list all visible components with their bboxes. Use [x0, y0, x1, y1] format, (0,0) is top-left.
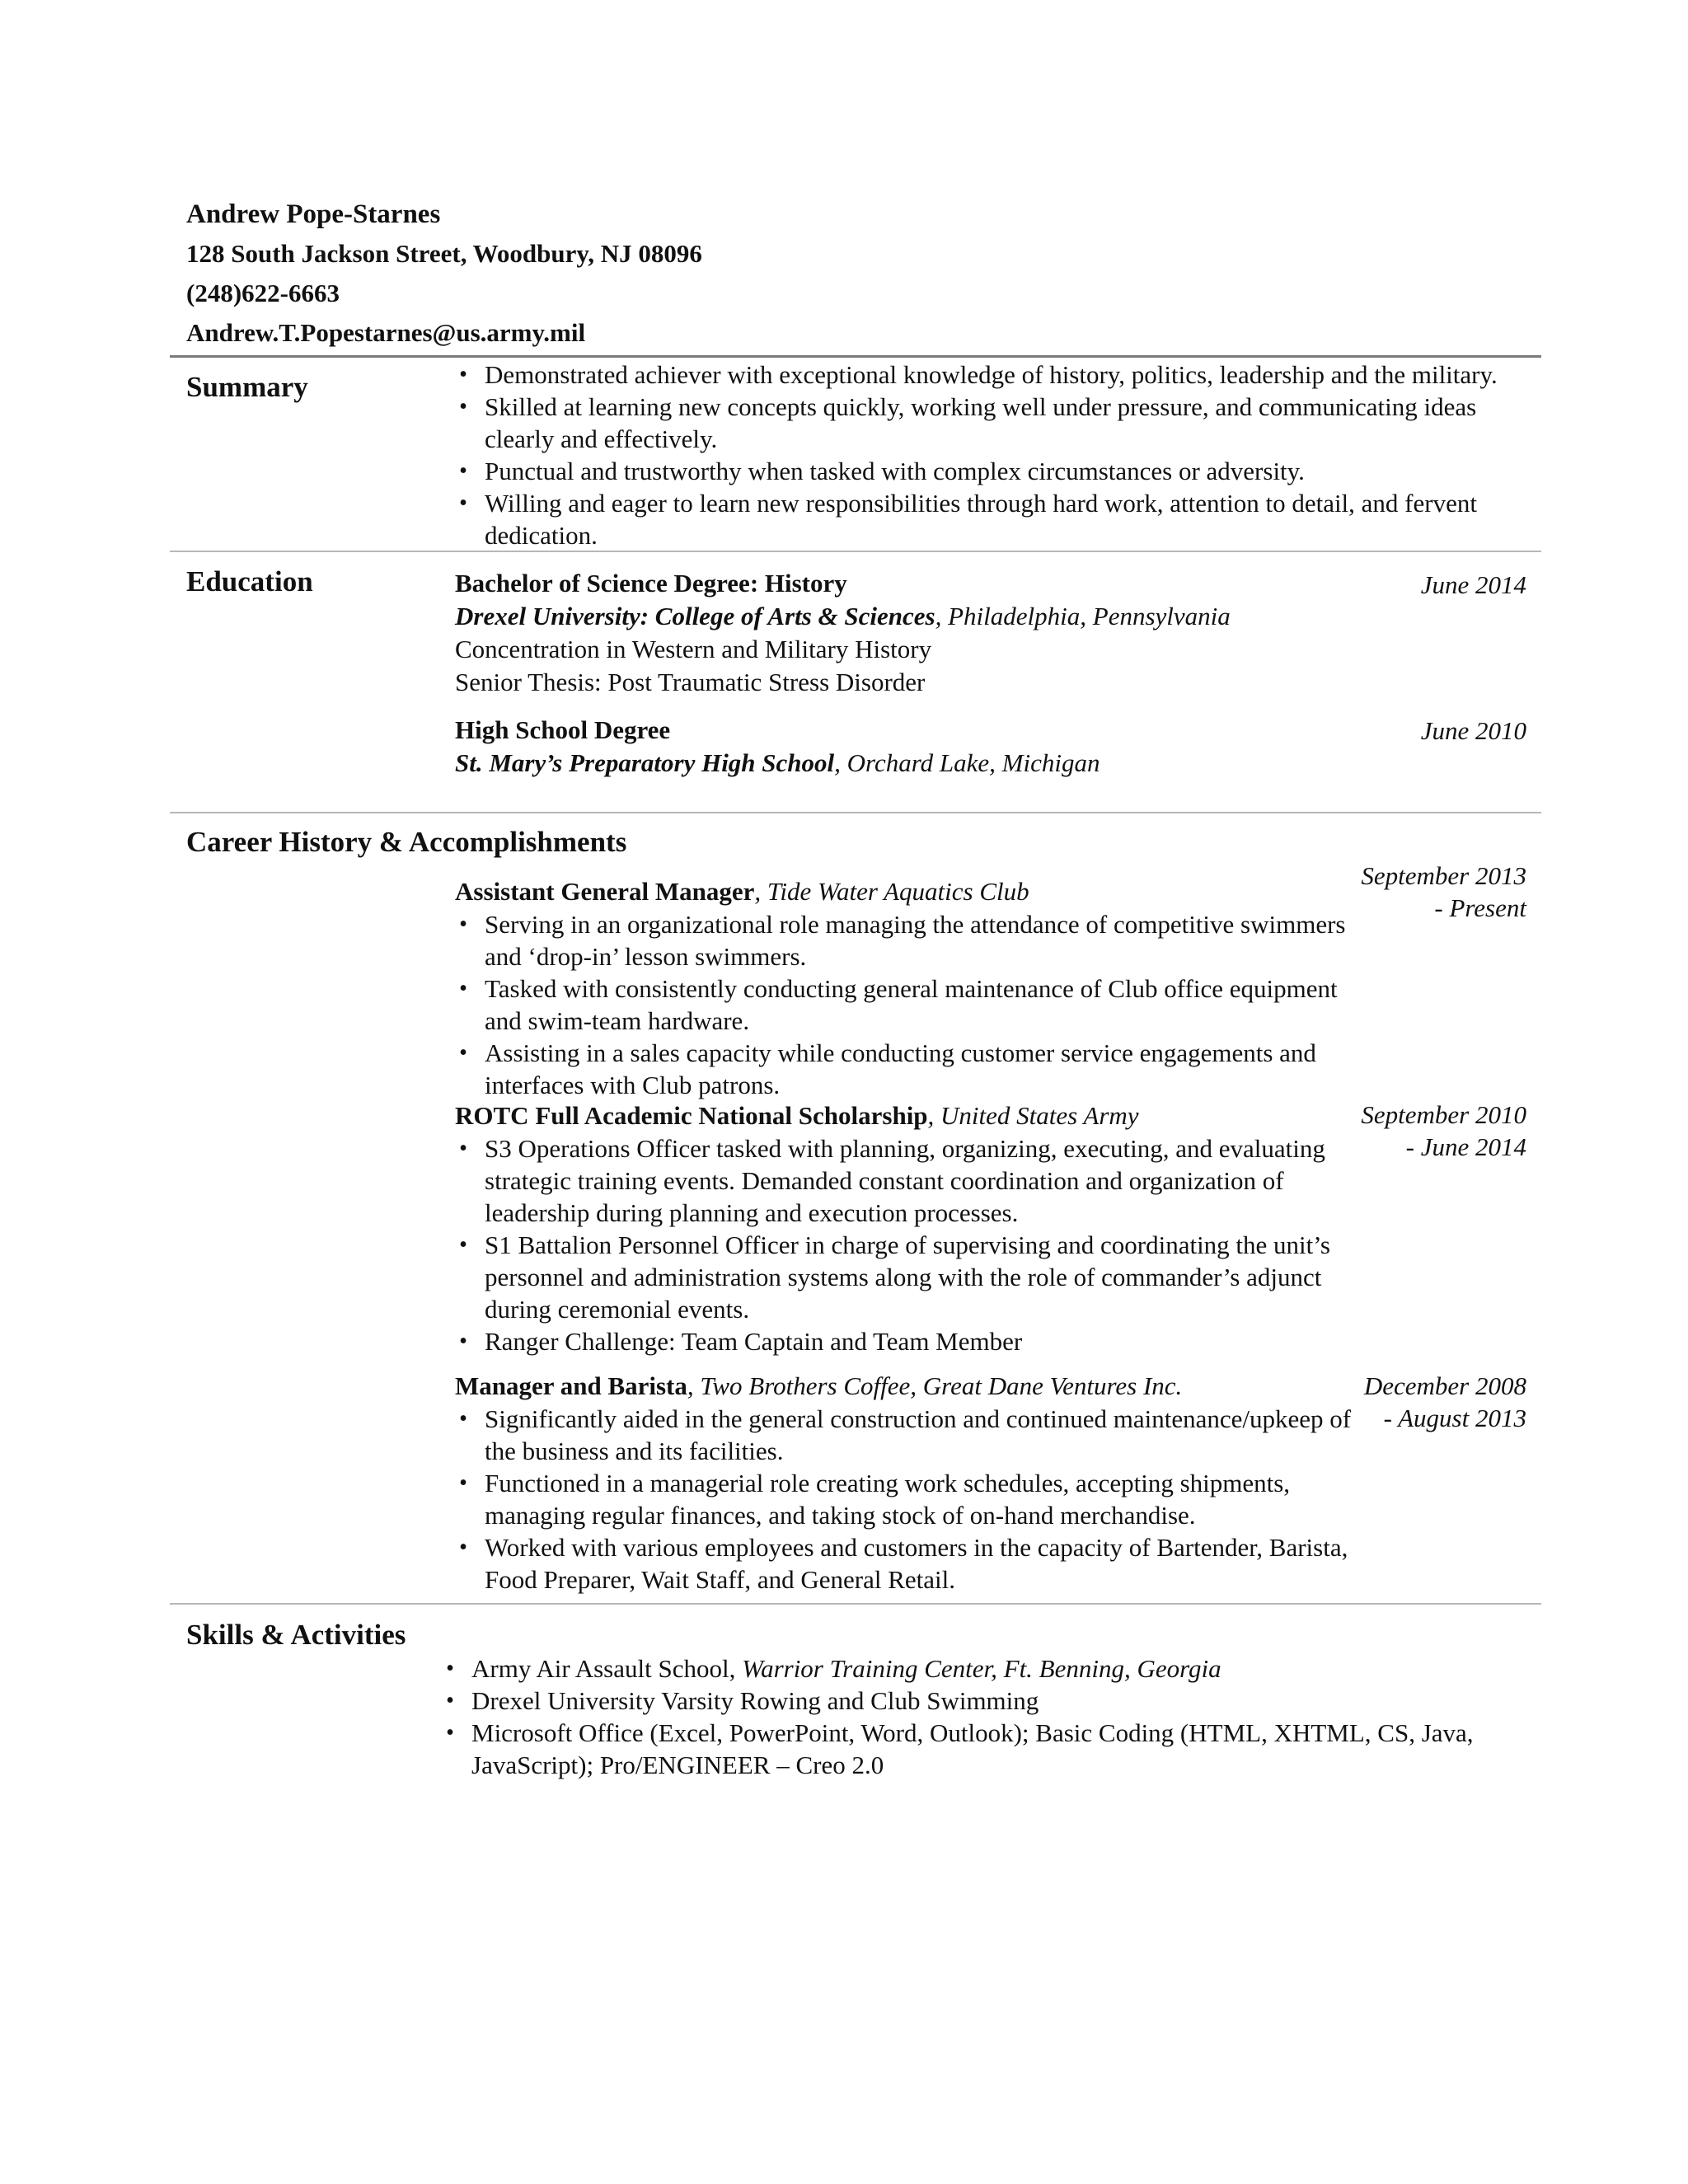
- degree-title: Bachelor of Science Degree: History: [455, 569, 847, 598]
- section-title-skills: Skills & Activities: [186, 1619, 406, 1651]
- bullet-icon: •: [459, 490, 467, 516]
- list-item: • Skilled at learning new concepts quickly, working well under pressure, and communicating ideas clearly and effectively.: [455, 391, 1551, 455]
- job-title: Manager and Barista, Two Brothers Coffee, Great Dane Ventures Inc.: [455, 1371, 1183, 1400]
- list-item: • Willing and eager to learn new responsibilities through hard work, attention to detail, and fervent dedication.: [455, 487, 1551, 551]
- job-title: Assistant General Manager, Tide Water Aquatics Club: [455, 877, 1029, 906]
- list-item: • Drexel University Varsity Rowing and Club Swimming: [442, 1685, 1530, 1717]
- school-line: Drexel University: College of Arts & Sciences, Philadelphia, Pennsylvania: [455, 602, 1231, 630]
- email: Andrew.T.Popestarnes@us.army.mil: [186, 318, 586, 347]
- section-title-education: Education: [186, 565, 313, 598]
- education-entry: [455, 567, 1526, 699]
- education-detail: Senior Thesis: Post Traumatic Stress Disorder: [455, 668, 926, 696]
- contact-header: [186, 194, 1538, 353]
- section-divider: [170, 551, 1541, 552]
- bullet-icon: •: [446, 1720, 454, 1746]
- section-title-summary: Summary: [186, 371, 308, 403]
- list-item: • Demonstrated achiever with exceptional knowledge of history, politics, leadership and the military.: [455, 359, 1551, 391]
- list-item: • Punctual and trustworthy when tasked with complex circumstances or adversity.: [455, 455, 1551, 487]
- career-date: September 2013 - Present: [1361, 861, 1526, 922]
- list-item: • S3 Operations Officer tasked with planning, organizing, executing, and evaluating strategic training events. Demanded constant coordination and organization of leadership during planning and execution processes.: [455, 1132, 1362, 1229]
- bullet-icon: •: [459, 1329, 467, 1354]
- list-item: • Significantly aided in the general construction and continued maintenance/upkeep of the business and its facilities.: [455, 1403, 1362, 1467]
- bullet-icon: •: [459, 1040, 467, 1066]
- list-item: • Worked with various employees and customers in the capacity of Bartender, Barista, Food Preparer, Wait Staff, and General Retail.: [455, 1531, 1362, 1596]
- bullet-icon: •: [459, 976, 467, 1001]
- summary-list: [455, 359, 1551, 551]
- job-title: ROTC Full Academic National Scholarship, United States Army: [455, 1101, 1139, 1130]
- career-entry: [455, 875, 1362, 1101]
- bullet-icon: •: [459, 458, 467, 484]
- list-item: • Microsoft Office (Excel, PowerPoint, Word, Outlook); Basic Coding (HTML, XHTML, CS, Java, JavaScript); Pro/ENGINEER – Creo 2.0: [442, 1717, 1530, 1781]
- header-divider: [170, 355, 1541, 358]
- bullet-icon: •: [459, 1470, 467, 1496]
- education-date: June 2014: [1420, 570, 1526, 599]
- list-item: • Army Air Assault School, Warrior Training Center, Ft. Benning, Georgia: [442, 1652, 1530, 1685]
- bullet-icon: •: [459, 1535, 467, 1560]
- skills-list: [442, 1652, 1530, 1781]
- bullet-icon: •: [459, 362, 467, 387]
- bullet-icon: •: [459, 1232, 467, 1258]
- career-date: September 2010 - June 2014: [1361, 1100, 1526, 1161]
- list-item: • Ranger Challenge: Team Captain and Team Member: [455, 1325, 1362, 1357]
- list-item: • Functioned in a managerial role creating work schedules, accepting shipments, managing regular finances, and taking stock of on-hand merchandise.: [455, 1467, 1362, 1531]
- degree-title: High School Degree: [455, 715, 671, 744]
- education-detail: Concentration in Western and Military History: [455, 635, 932, 663]
- section-title-career: Career History & Accomplishments: [186, 826, 627, 858]
- education-entry: [455, 714, 1526, 780]
- list-item: • Serving in an organizational role managing the attendance of competitive swimmers and ‘drop-in’ lesson swimmers.: [455, 908, 1362, 972]
- bullet-icon: •: [459, 1406, 467, 1432]
- section-divider: [170, 812, 1541, 813]
- bullet-icon: •: [459, 394, 467, 419]
- address: 128 South Jackson Street, Woodbury, NJ 08096: [186, 239, 702, 268]
- career-entry: [455, 1370, 1362, 1596]
- career-entry: [455, 1099, 1362, 1357]
- section-divider: [170, 1603, 1541, 1605]
- list-item: • Assisting in a sales capacity while conducting customer service engagements and interfaces with Club patrons.: [455, 1037, 1362, 1101]
- bullet-icon: •: [446, 1688, 454, 1713]
- education-date: June 2010: [1420, 716, 1526, 745]
- career-date: December 2008 - August 2013: [1363, 1371, 1526, 1432]
- list-item: • S1 Battalion Personnel Officer in charge of supervising and coordinating the unit’s personnel and administration systems along with the role of commander’s adjunct during ceremonial events.: [455, 1229, 1362, 1325]
- bullet-icon: •: [459, 1136, 467, 1161]
- list-item: • Tasked with consistently conducting general maintenance of Club office equipment and swim-team hardware.: [455, 972, 1362, 1037]
- bullet-icon: •: [459, 912, 467, 937]
- candidate-name: Andrew Pope-Starnes: [186, 199, 441, 229]
- bullet-icon: •: [446, 1656, 454, 1681]
- phone: (248)622-6663: [186, 279, 340, 307]
- school-line: St. Mary’s Preparatory High School, Orchard Lake, Michigan: [455, 748, 1100, 777]
